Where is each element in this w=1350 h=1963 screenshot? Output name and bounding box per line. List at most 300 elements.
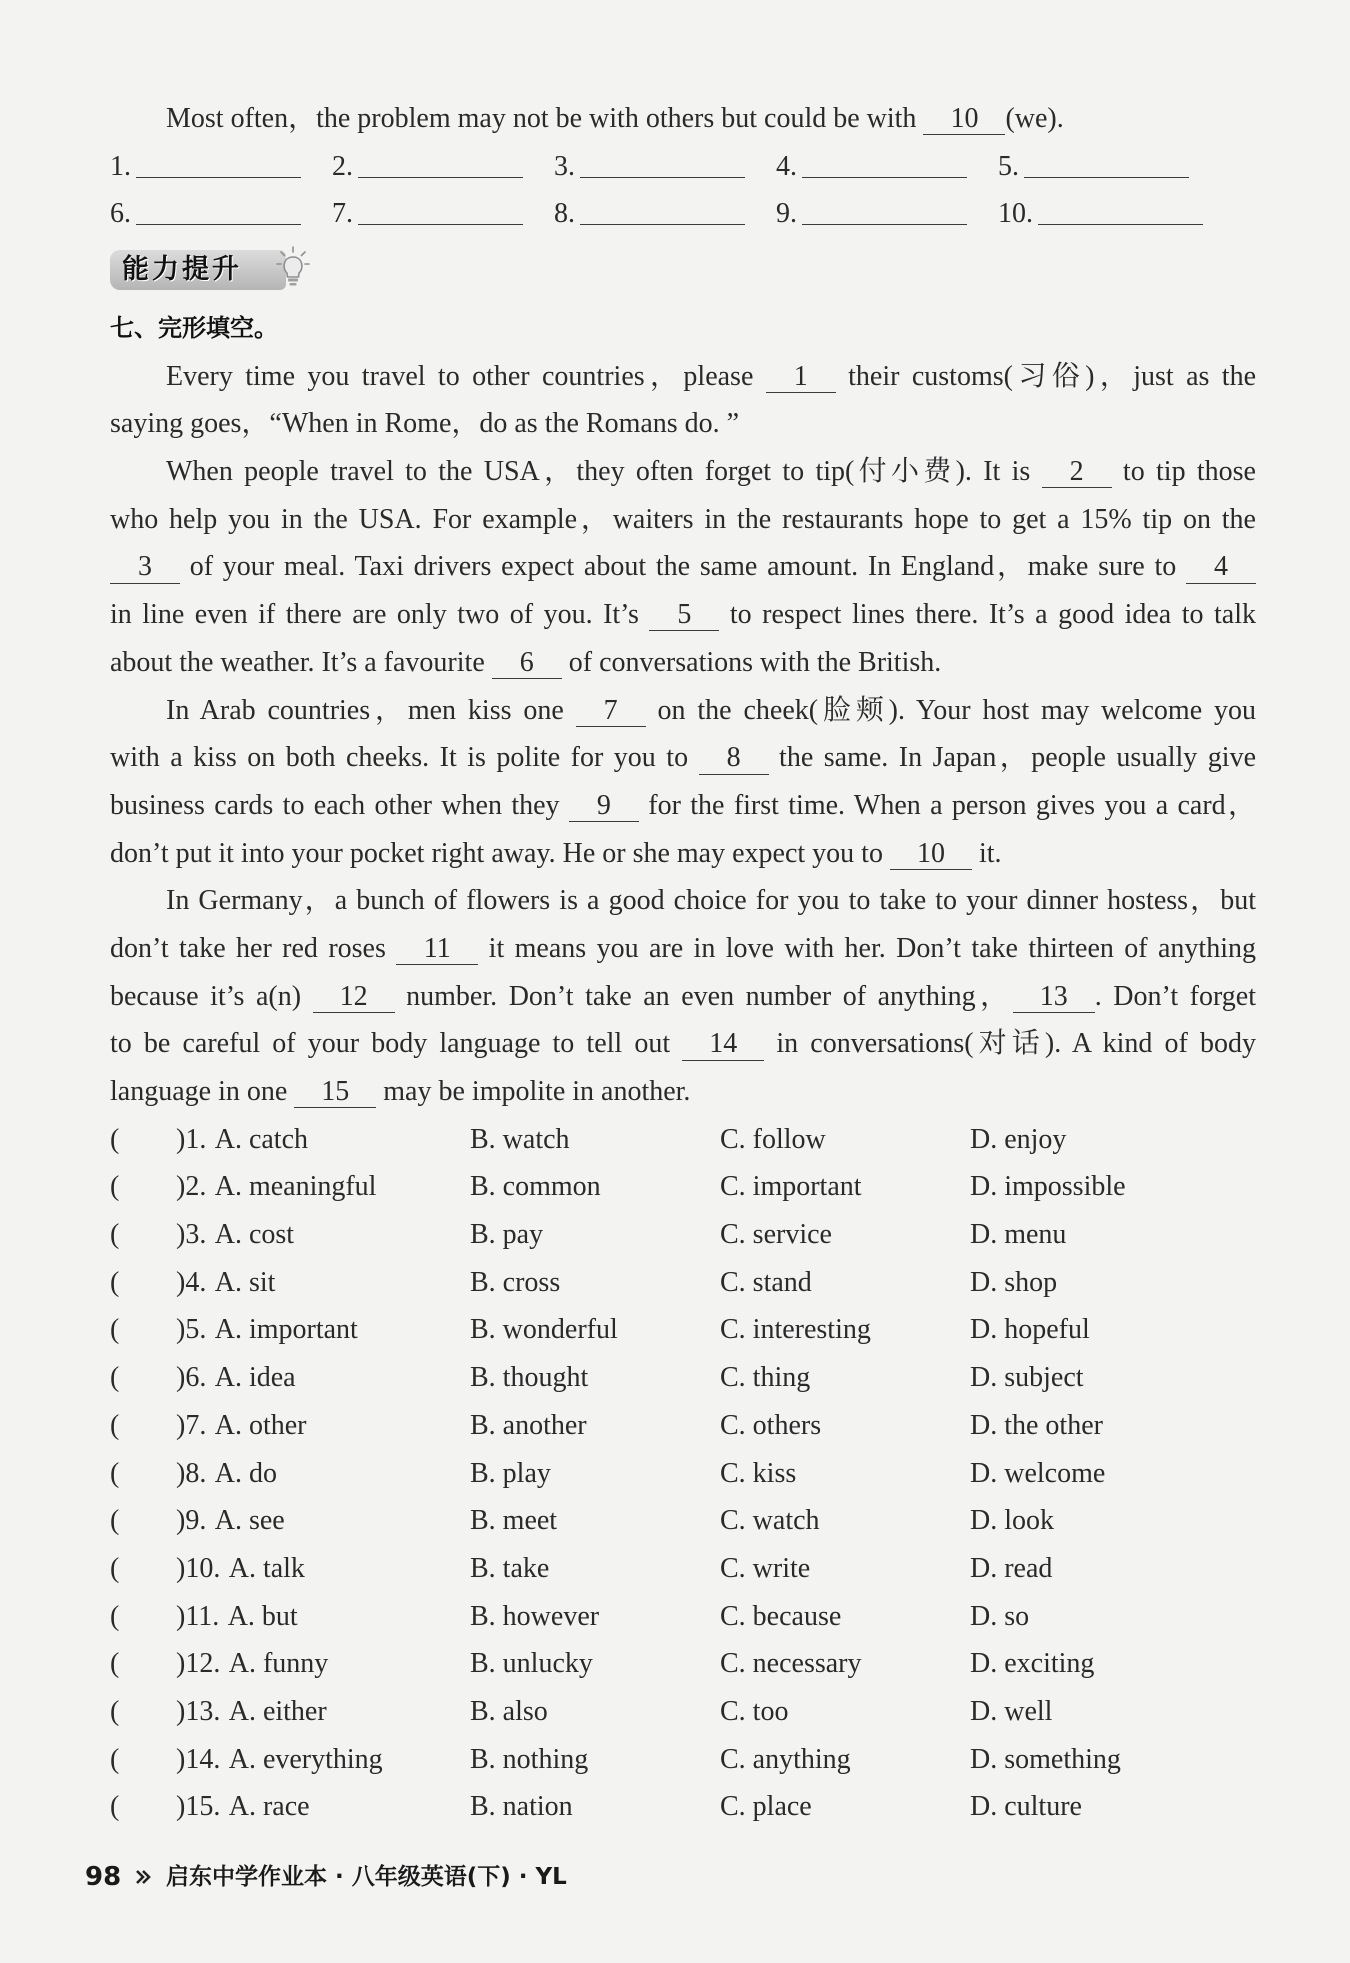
paren-close: ) (176, 1600, 186, 1632)
option-row (110, 1497, 1256, 1545)
option-a: A. catch (214, 1123, 309, 1155)
option-d: D. subject (970, 1362, 1084, 1394)
option-row (110, 1736, 1256, 1784)
answer-item (110, 190, 332, 238)
option-a: A. funny (228, 1648, 329, 1680)
answer-bracket (110, 1497, 176, 1545)
passage-line (110, 353, 1256, 401)
blank-2: 2 (1042, 456, 1112, 488)
option-d-cell (970, 1593, 1256, 1641)
option-d: D. well (970, 1695, 1053, 1727)
passage-text: it. (971, 837, 1002, 869)
blank-11: 11 (396, 933, 478, 965)
answer-item (110, 143, 332, 191)
option-a: A. race (228, 1791, 310, 1823)
option-b-cell (470, 1783, 720, 1831)
option-b: B. unlucky (470, 1648, 593, 1680)
answer-bracket (110, 1593, 176, 1641)
passage-text: In Arab countries，men kiss one (166, 694, 576, 726)
option-a: A. either (228, 1695, 327, 1727)
option-a: A. talk (228, 1552, 305, 1584)
answer-item (554, 190, 776, 238)
option-a: A. but (227, 1600, 298, 1632)
paren-close: ) (176, 1505, 186, 1537)
answer-number: 8. (554, 198, 575, 230)
option-c: C. follow (720, 1123, 826, 1155)
option-b-cell (470, 1688, 720, 1736)
answer-item (998, 190, 1220, 238)
answer-item (998, 143, 1220, 191)
answer-underline (1024, 176, 1189, 178)
paren-close: ) (176, 1266, 186, 1298)
answer-bracket (110, 1783, 176, 1831)
option-a-cell (176, 1211, 470, 1259)
passage-line (110, 400, 1256, 448)
option-a: A. important (214, 1314, 358, 1346)
passage-text: saying goes，“When in Rome，do as the Romans do. ” (110, 408, 740, 440)
answer-underline (358, 176, 523, 178)
option-b: B. take (470, 1552, 550, 1584)
answer-item (332, 143, 554, 191)
option-c-cell (720, 1163, 970, 1211)
paren-open: ( (110, 1743, 120, 1775)
badge-label: 能力提升 (122, 254, 242, 285)
passage-text: don’t put it into your pocket right away. He or she may expect you to (110, 837, 890, 869)
fill-in-exercise (110, 95, 1256, 238)
option-d: D. welcome (970, 1457, 1106, 1489)
passage-text: In Germany，a bunch of flowers is a good choice for you to take to your dinner hostess，but (166, 885, 1256, 917)
paren-open: ( (110, 1505, 120, 1537)
paren-close: ) (176, 1695, 186, 1727)
option-c: C. watch (720, 1505, 820, 1537)
paragraph (110, 877, 1256, 1115)
answer-bracket (110, 1163, 176, 1211)
option-d-cell (970, 1545, 1256, 1593)
paren-open: ( (110, 1791, 120, 1823)
option-c-cell (720, 1593, 970, 1641)
answer-bracket (110, 1402, 176, 1450)
option-b: B. nation (470, 1791, 573, 1823)
option-d-cell (970, 1450, 1256, 1498)
option-a-cell (176, 1736, 470, 1784)
paren-close: ) (176, 1314, 186, 1346)
lightbulb-icon (276, 245, 310, 289)
options (110, 1116, 1256, 1831)
option-c: C. thing (720, 1362, 811, 1394)
option-d: D. look (970, 1505, 1054, 1537)
answer-number: 2. (332, 150, 353, 182)
paren-open: ( (110, 1314, 120, 1346)
option-b-cell (470, 1163, 720, 1211)
answer-underline (802, 223, 967, 225)
option-a: A. do (214, 1457, 277, 1489)
blank-4: 4 (1186, 551, 1256, 583)
passage-line (110, 687, 1256, 735)
passage-line (110, 1068, 1256, 1116)
paren-open: ( (110, 1648, 120, 1680)
cloze-exercise (110, 305, 1256, 1831)
option-c: C. necessary (720, 1648, 862, 1680)
answer-number: 10. (998, 198, 1033, 230)
paren-close: ) (176, 1648, 186, 1680)
option-d-cell (970, 1497, 1256, 1545)
option-row (110, 1116, 1256, 1164)
question-number: 9. (185, 1505, 207, 1537)
option-b: B. common (470, 1171, 601, 1203)
passage-text: may be impolite in another. (376, 1076, 691, 1107)
question-number: 15. (185, 1791, 221, 1823)
answer-item (332, 190, 554, 238)
option-b: B. meet (470, 1505, 558, 1537)
option-d-cell (970, 1211, 1256, 1259)
answer-bracket (110, 1688, 176, 1736)
option-c-cell (720, 1306, 970, 1354)
option-b: B. also (470, 1695, 548, 1727)
option-c-cell (720, 1783, 970, 1831)
passage-text: on the cheek(脸颊). Your host may welcome you (645, 694, 1256, 726)
question-number: 1. (185, 1123, 207, 1155)
option-row (110, 1450, 1256, 1498)
option-d: D. culture (970, 1791, 1082, 1823)
passage-line (110, 830, 1256, 878)
paren-open: ( (110, 1409, 120, 1441)
option-b-cell (470, 1593, 720, 1641)
option-c: C. place (720, 1791, 812, 1823)
blank-12: 12 (313, 981, 395, 1013)
option-row (110, 1783, 1256, 1831)
passage-text: to respect lines there. It’s a good idea to talk (719, 599, 1256, 631)
option-c: C. important (720, 1171, 862, 1203)
option-d: D. enjoy (970, 1123, 1067, 1155)
paren-open: ( (110, 1171, 120, 1203)
option-a: A. sit (214, 1266, 276, 1298)
option-c-cell (720, 1259, 970, 1307)
answer-underline (358, 223, 523, 225)
intro-paragraph (110, 95, 1256, 143)
option-c-cell (720, 1688, 970, 1736)
option-row (110, 1211, 1256, 1259)
option-c: C. interesting (720, 1314, 871, 1346)
passage-text: of your meal. Taxi drivers expect about the same amount. In England，make sure to (180, 551, 1186, 583)
option-d-cell (970, 1116, 1256, 1164)
option-row (110, 1163, 1256, 1211)
option-b-cell (470, 1497, 720, 1545)
option-a: A. other (214, 1409, 307, 1441)
option-a-cell (176, 1640, 470, 1688)
option-d: D. the other (970, 1409, 1103, 1441)
paragraph (110, 353, 1256, 448)
paragraph (110, 687, 1256, 878)
passage-text: to tip those (1111, 456, 1256, 488)
passage-text: their customs(习俗)，just as the (835, 360, 1256, 392)
option-c: C. anything (720, 1743, 851, 1775)
option-b: B. pay (470, 1219, 544, 1251)
option-d-cell (970, 1688, 1256, 1736)
answer-number: 9. (776, 198, 797, 230)
answer-lines (110, 143, 1256, 238)
paren-close: ) (176, 1171, 186, 1203)
option-b-cell (470, 1354, 720, 1402)
option-c-cell (720, 1545, 970, 1593)
passage-text: the same. In Japan，people usually give (768, 742, 1256, 774)
passage-line (110, 877, 1256, 925)
passage-line (110, 448, 1256, 496)
passage-line (110, 543, 1256, 591)
passage-line (110, 782, 1256, 830)
option-row (110, 1354, 1256, 1402)
passage-text: (we). (1005, 103, 1064, 134)
option-d: D. shop (970, 1266, 1058, 1298)
paren-open: ( (110, 1552, 120, 1584)
option-d-cell (970, 1783, 1256, 1831)
option-b: B. nothing (470, 1743, 589, 1775)
passage-text: Every time you travel to other countries，please (166, 360, 766, 392)
passage (110, 353, 1256, 1116)
answer-bracket (110, 1450, 176, 1498)
option-c-cell (720, 1211, 970, 1259)
answer-bracket (110, 1259, 176, 1307)
option-c: C. because (720, 1600, 842, 1632)
passage-line (110, 925, 1256, 973)
option-a-cell (176, 1593, 470, 1641)
option-b-cell (470, 1736, 720, 1784)
answer-number: 7. (332, 198, 353, 230)
paren-open: ( (110, 1123, 120, 1155)
double-chevron-right-icon (134, 1868, 152, 1886)
option-c-cell (720, 1736, 970, 1784)
blank-15: 15 (294, 1076, 376, 1108)
passage-text: of conversations with the British. (561, 646, 942, 678)
question-number: 11. (185, 1600, 220, 1632)
option-d: D. hopeful (970, 1314, 1090, 1346)
paren-close: ) (176, 1362, 186, 1394)
option-a-cell (176, 1354, 470, 1402)
option-b: B. watch (470, 1123, 570, 1155)
answer-number: 5. (998, 150, 1019, 182)
passage-line (110, 591, 1256, 639)
passage-line (110, 95, 1256, 143)
passage-text: to be careful of your body language to tell out (110, 1028, 683, 1060)
answer-bracket (110, 1736, 176, 1784)
question-number: 13. (185, 1695, 221, 1727)
option-d-cell (970, 1259, 1256, 1307)
answer-number: 6. (110, 198, 131, 230)
option-d-cell (970, 1640, 1256, 1688)
option-a: A. see (214, 1505, 285, 1537)
option-row (110, 1688, 1256, 1736)
option-row (110, 1402, 1256, 1450)
question-number: 6. (185, 1362, 207, 1394)
section-badge (110, 250, 286, 290)
passage-text: because it’s a(n) (110, 980, 313, 1012)
answer-underline (1038, 223, 1203, 225)
option-a-cell (176, 1688, 470, 1736)
passage-text: When people travel to the USA，they often forget to tip(付小费). It is (166, 456, 1042, 488)
option-b: B. however (470, 1600, 600, 1632)
paren-open: ( (110, 1457, 120, 1489)
answer-underline (136, 223, 301, 225)
passage-text: about the weather. It’s a favourite (110, 646, 492, 678)
option-d: D. so (970, 1600, 1030, 1632)
passage-text: it means you are in love with her. Don’t take thirteen of anything (478, 932, 1256, 964)
blank-3: 3 (110, 551, 180, 583)
passage-text: in conversations(对话). A kind of body (764, 1028, 1257, 1060)
option-b: B. thought (470, 1362, 589, 1394)
option-b-cell (470, 1211, 720, 1259)
option-b-cell (470, 1259, 720, 1307)
option-row (110, 1306, 1256, 1354)
option-c: C. too (720, 1695, 789, 1727)
page-footer (85, 1861, 567, 1893)
option-b: B. another (470, 1409, 587, 1441)
passage-text: for the first time. When a person gives you a card， (638, 789, 1257, 821)
paren-close: ) (176, 1123, 186, 1155)
option-a-cell (176, 1402, 470, 1450)
passage-text: language in one (110, 1076, 295, 1107)
passage-text: business cards to each other when they (110, 789, 569, 821)
option-c: C. others (720, 1409, 822, 1441)
paren-close: ) (176, 1457, 186, 1489)
question-number: 5. (185, 1314, 207, 1346)
paren-open: ( (110, 1600, 120, 1632)
option-d: D. menu (970, 1219, 1067, 1251)
passage-line (110, 973, 1256, 1021)
option-d: D. exciting (970, 1648, 1095, 1680)
option-a-cell (176, 1116, 470, 1164)
answer-bracket (110, 1545, 176, 1593)
blank-9: 9 (569, 790, 639, 822)
paren-close: ) (176, 1552, 186, 1584)
option-d: D. something (970, 1743, 1121, 1775)
paren-close: ) (176, 1743, 186, 1775)
option-a-cell (176, 1545, 470, 1593)
question-number: 12. (185, 1648, 221, 1680)
option-d: D. impossible (970, 1171, 1126, 1203)
book-title: 启东中学作业本 · 八年级英语(下) · YL (166, 1864, 567, 1890)
option-a-cell (176, 1163, 470, 1211)
option-c: C. kiss (720, 1457, 797, 1489)
blank-5: 5 (649, 599, 719, 631)
option-c-cell (720, 1497, 970, 1545)
answer-item (776, 143, 998, 191)
blank-13: 13 (1013, 981, 1095, 1013)
answer-underline (580, 223, 745, 225)
option-c: C. stand (720, 1266, 812, 1298)
option-a-cell (176, 1783, 470, 1831)
paren-close: ) (176, 1219, 186, 1251)
paren-open: ( (110, 1266, 120, 1298)
passage-text: . Don’t forget (1094, 980, 1256, 1012)
answer-bracket (110, 1211, 176, 1259)
blank-10: 10 (923, 103, 1005, 135)
option-b-cell (470, 1545, 720, 1593)
option-row (110, 1640, 1256, 1688)
answer-bracket (110, 1306, 176, 1354)
passage-line (110, 1020, 1256, 1068)
option-row (110, 1593, 1256, 1641)
option-d-cell (970, 1354, 1256, 1402)
passage-text: number. Don’t take an even number of anything， (394, 980, 1013, 1012)
option-d-cell (970, 1306, 1256, 1354)
option-row (110, 1259, 1256, 1307)
option-b-cell (470, 1116, 720, 1164)
option-a: A. everything (228, 1743, 383, 1775)
option-b: B. cross (470, 1266, 561, 1298)
passage-text: with a kiss on both cheeks. It is polite for you to (110, 742, 699, 774)
question-number: 8. (185, 1457, 207, 1489)
page-number: 98 (85, 1862, 122, 1892)
question-number: 2. (185, 1171, 207, 1203)
passage-line (110, 734, 1256, 782)
answer-bracket (110, 1354, 176, 1402)
question-number: 7. (185, 1409, 207, 1441)
exercise-heading: 七、完形填空。 (110, 314, 278, 342)
passage-line (110, 496, 1256, 544)
passage-text: in line even if there are only two of you. It’s (110, 599, 650, 631)
answer-number: 4. (776, 150, 797, 182)
answer-underline (580, 176, 745, 178)
option-b-cell (470, 1640, 720, 1688)
option-a: A. cost (214, 1219, 295, 1251)
option-b: B. play (470, 1457, 551, 1489)
paren-close: ) (176, 1409, 186, 1441)
question-number: 3. (185, 1219, 207, 1251)
paren-open: ( (110, 1219, 120, 1251)
option-c-cell (720, 1116, 970, 1164)
answer-item (776, 190, 998, 238)
answer-item (554, 143, 776, 191)
blank-8: 8 (699, 742, 769, 774)
option-d: D. read (970, 1552, 1053, 1584)
option-d-cell (970, 1163, 1256, 1211)
passage-text: Most often，the problem may not be with others but could be with (166, 103, 924, 134)
passage-text: who help you in the USA. For example，waiters in the restaurants hope to get a 15% tip on the (110, 503, 1256, 535)
blank-6: 6 (492, 647, 562, 679)
passage-line (110, 639, 1256, 687)
option-b: B. wonderful (470, 1314, 618, 1346)
option-c: C. service (720, 1219, 832, 1251)
blank-7: 7 (576, 695, 646, 727)
answer-bracket (110, 1640, 176, 1688)
option-a: A. idea (214, 1362, 296, 1394)
option-row (110, 1545, 1256, 1593)
option-c: C. write (720, 1552, 811, 1584)
answer-number: 3. (554, 150, 575, 182)
question-number: 14. (185, 1743, 221, 1775)
blank-10: 10 (890, 838, 972, 870)
option-a-cell (176, 1450, 470, 1498)
paren-open: ( (110, 1362, 120, 1394)
blank-14: 14 (682, 1028, 764, 1060)
option-b-cell (470, 1450, 720, 1498)
option-d-cell (970, 1736, 1256, 1784)
option-a-cell (176, 1306, 470, 1354)
option-c-cell (720, 1402, 970, 1450)
question-number: 4. (185, 1266, 207, 1298)
paren-open: ( (110, 1695, 120, 1727)
option-c-cell (720, 1640, 970, 1688)
option-a: A. meaningful (214, 1171, 377, 1203)
option-c-cell (720, 1450, 970, 1498)
answer-bracket (110, 1116, 176, 1164)
paragraph (110, 448, 1256, 686)
paren-close: ) (176, 1791, 186, 1823)
option-c-cell (720, 1354, 970, 1402)
option-b-cell (470, 1306, 720, 1354)
option-a-cell (176, 1259, 470, 1307)
option-a-cell (176, 1497, 470, 1545)
blank-1: 1 (766, 361, 836, 393)
